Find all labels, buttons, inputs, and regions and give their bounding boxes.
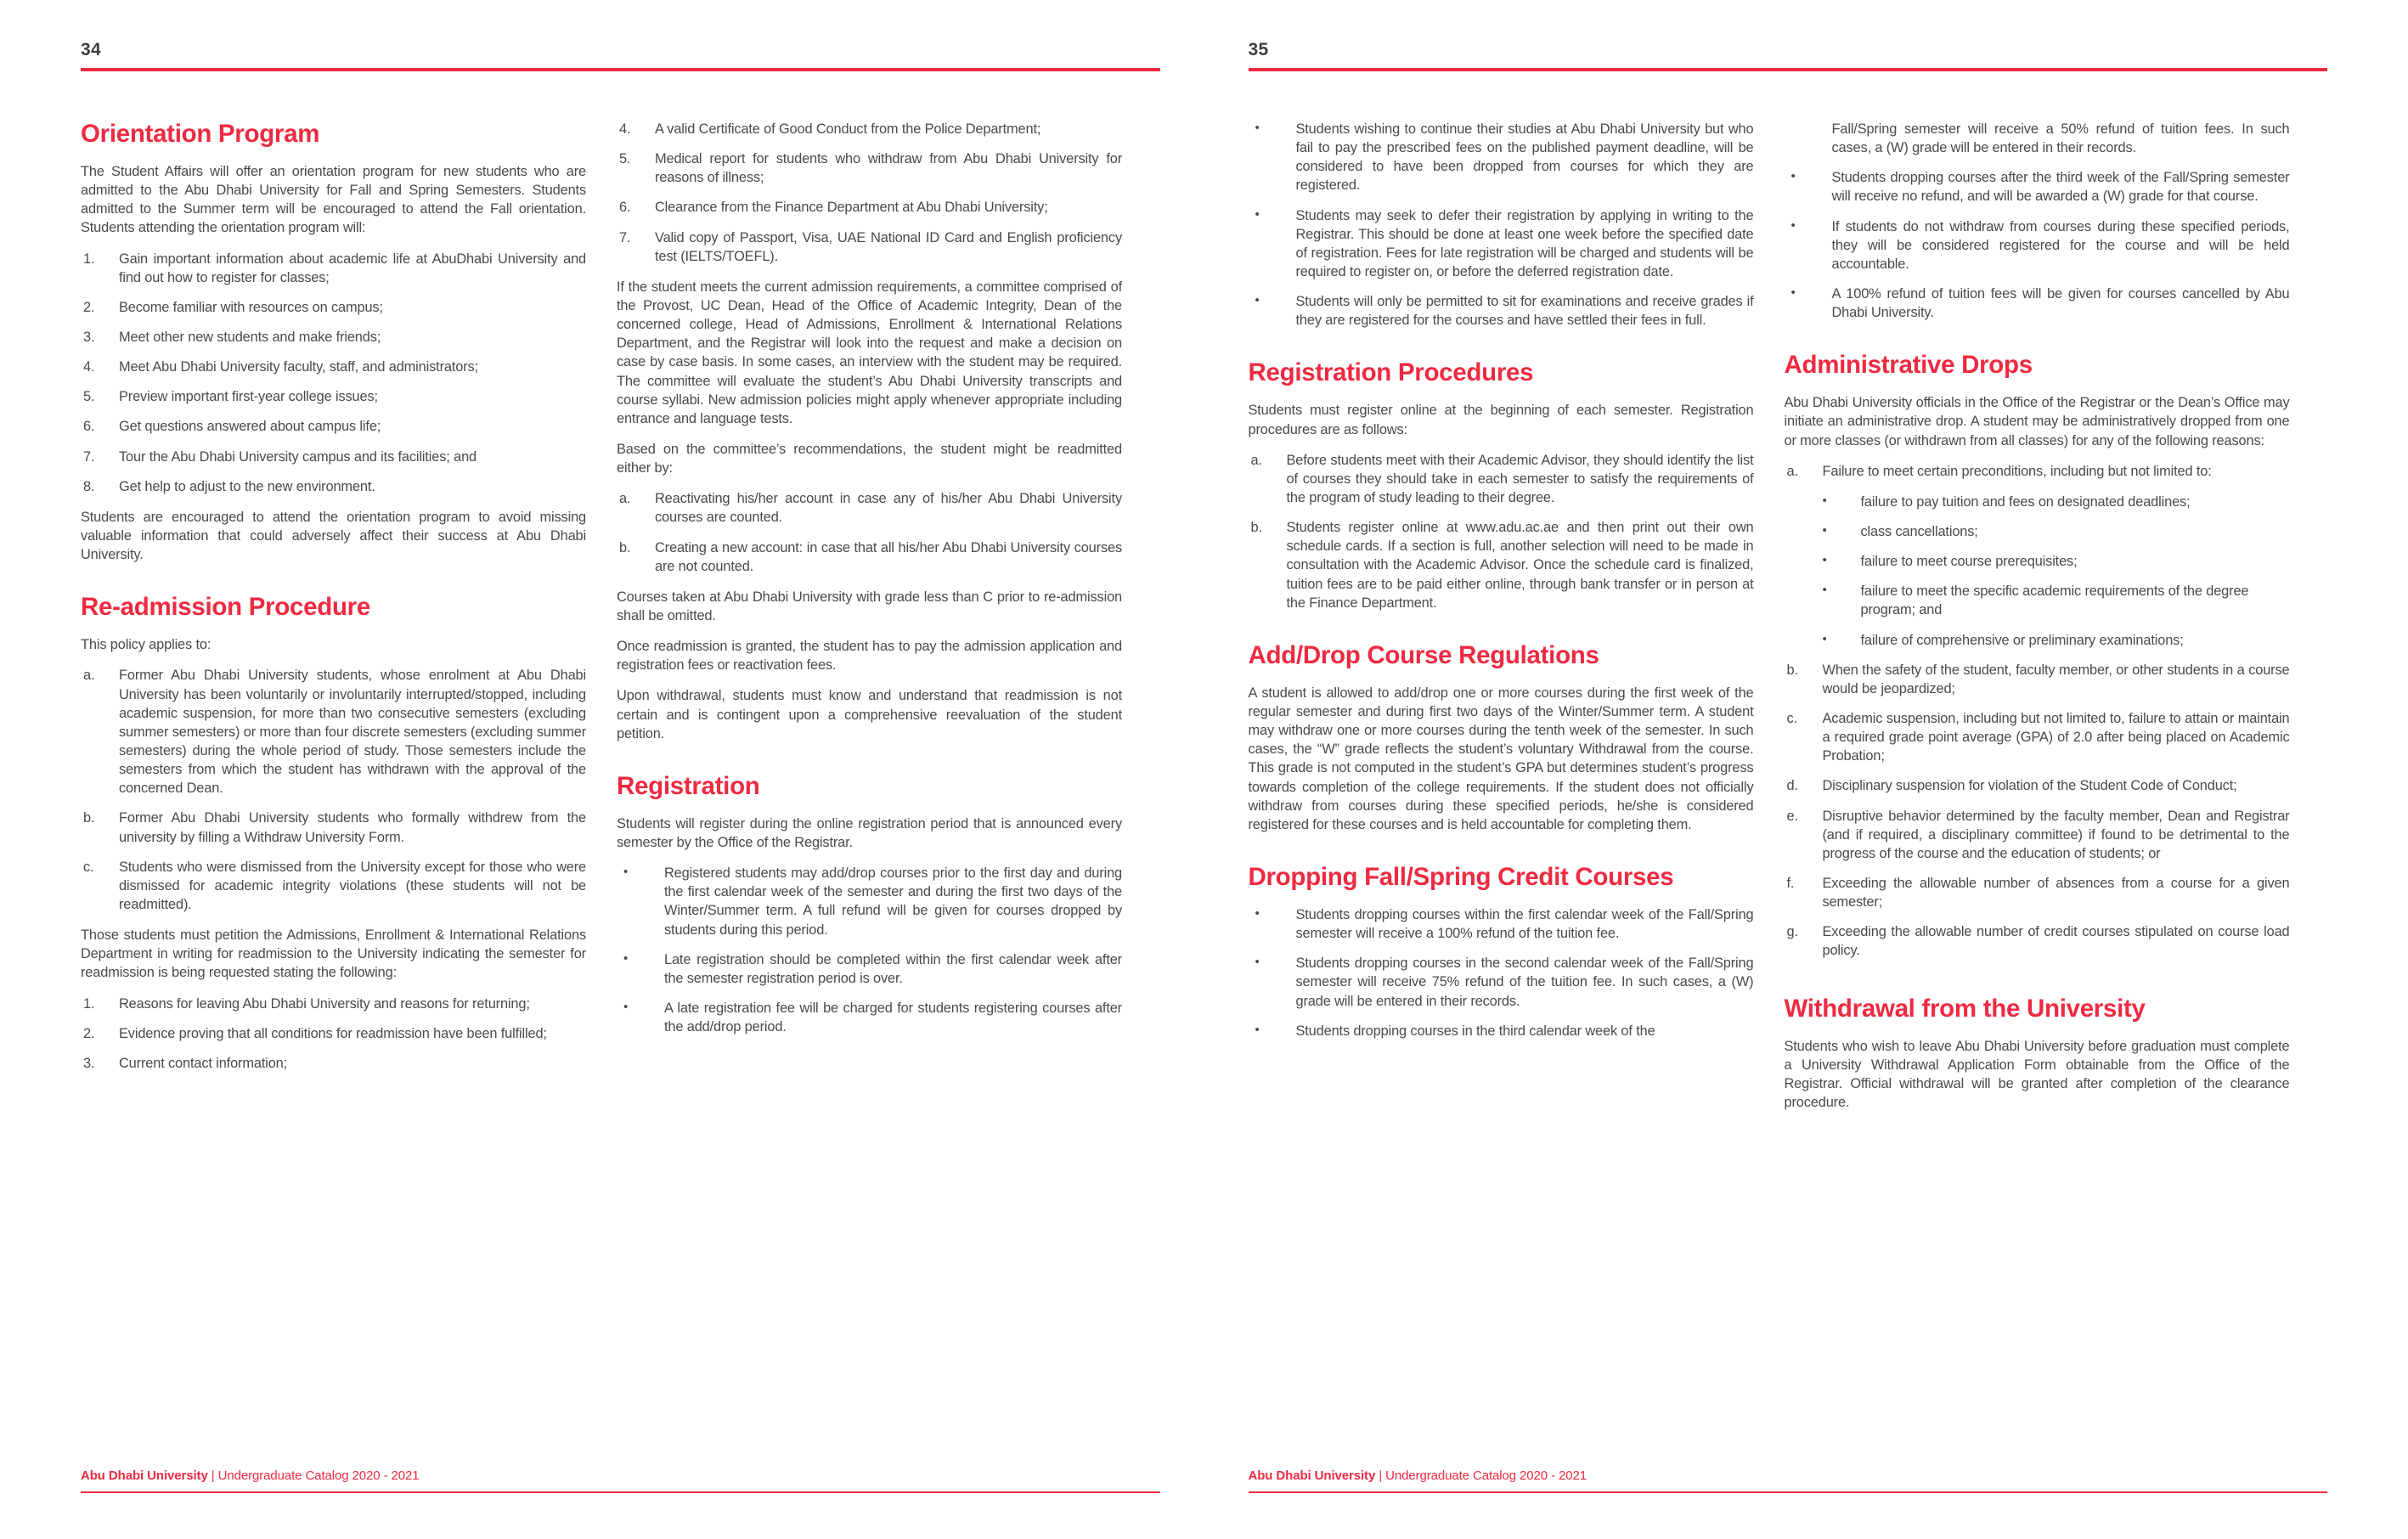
list-text: Students dropping courses in the second calendar week of the Fall/Spring semester will receive 75% refund of the tuition fee. In such cases, a (W) grade will be entered in their records.: [1295, 956, 1754, 1009]
once-readmission-paragraph: Once readmission is granted, the student has to pay the admission application and registration fees or reactivation fees.: [617, 639, 1122, 674]
list-marker: 2.: [83, 1025, 95, 1041]
list-text: Former Abu Dhabi University students, whose enrolment at Abu Dhabi University has been voluntarily or involuntarily interrupted/stopped, including academic suspension, for more than two consecutive semesters (excluding summer semesters) or more than four discrete semesters (excluding summer semesters) during the whole period of study. Those semesters include the semesters from which the student has withdrawn with the approval of the concerned Dean.: [119, 668, 586, 797]
list-item: [617, 950, 1122, 988]
list-marker: 2.: [83, 299, 95, 315]
list-text: Medical report for students who withdraw from Abu Dhabi University for reasons of illness;: [655, 151, 1122, 186]
orientation-closing-paragraph: Students are encouraged to attend the orientation program to avoid missing valuable information that could adversely affect their success at Abu Dhabi University.: [81, 509, 586, 563]
list-text: failure to meet the specific academic requirements of the degree program; and: [1860, 583, 2249, 618]
list-marker: b.: [1250, 520, 1262, 536]
list-text: Valid copy of Passport, Visa, UAE National ID Card and English proficiency test (IELTS/TOEFL).: [655, 229, 1122, 264]
readmission-options-list: [617, 489, 1122, 576]
list-marker: b.: [1786, 662, 1798, 678]
list-marker: 8.: [83, 478, 95, 494]
list-marker: 1.: [83, 251, 95, 267]
list-text: Students wishing to continue their studies at Abu Dhabi University but who fail to pay the prescribed fees on the published payment deadline, will be considered to have been dropped from courses for which they are registered.: [1295, 121, 1754, 194]
heading-orientation-program: Orientation Program: [81, 120, 320, 148]
upon-withdrawal-paragraph: Upon withdrawal, students must know and understand that readmission is not certain and is contingent upon a comprehensive reevaluation of the student petition.: [617, 688, 1122, 741]
policy-applies-intro: This policy applies to:: [81, 637, 211, 653]
footer-rule: [81, 1491, 1160, 1493]
list-text: A late registration fee will be charged for students registering courses after the add/drop period.: [664, 1000, 1122, 1035]
list-item: [81, 1054, 586, 1073]
footer-separator: |: [1375, 1469, 1386, 1483]
list-text: Current contact information;: [119, 1055, 288, 1071]
list-marker: a.: [83, 668, 95, 684]
bullet-icon: •: [1790, 285, 1796, 300]
petition-requirements-list-continued: [617, 120, 1122, 266]
list-marker: 7.: [83, 448, 95, 465]
page-35: [1204, 0, 2408, 1539]
heading-registration-procedures: Registration Procedures: [1248, 358, 1534, 387]
list-item: [81, 1024, 586, 1043]
list-item: [81, 250, 586, 287]
list-marker: b.: [83, 810, 95, 826]
list-text: Disciplinary suspension for violation of the Student Code of Conduct;: [1822, 778, 2237, 794]
page-35-header: [1249, 41, 2328, 85]
column-2: [617, 120, 1122, 1470]
list-item: [1249, 451, 1754, 507]
list-text: A valid Certificate of Good Conduct from the Police Department;: [655, 121, 1041, 137]
administrative-drops-preconditions-sublist: [1785, 493, 2290, 650]
page-number: 35: [1248, 40, 1269, 59]
page-34-header: [81, 41, 1160, 85]
list-text: Evidence proving that all conditions for readmission have been fulfilled;: [119, 1025, 547, 1041]
list-item: [1785, 285, 2290, 322]
footer-text: [1249, 1469, 2328, 1484]
list-text: Exceeding the allowable number of absences from a course for a given semester;: [1822, 875, 2290, 910]
list-text: Reactivating his/her account in case any of his/her Abu Dhabi University courses are counted.: [655, 491, 1122, 526]
list-marker: a.: [1786, 463, 1798, 479]
list-marker: a.: [1250, 452, 1262, 468]
list-item: [81, 328, 586, 347]
add-drop-paragraph: A student is allowed to add/drop one or more courses during the first week of the regular semester and during first two days of the Winter/Summer term. A student may withdraw one or more courses during the tenth week of the semester. In such cases, the “W” grade reflects the student’s voluntary Withdrawal from the course. This grade is not computed in the student’s GPA but determines student’s progress towards completion of the college requirements. If the student does not officially withdraw from courses during these specified periods, he/she is considered registered for these courses and is held accountable for completing them.: [1248, 685, 1754, 832]
list-item: [1785, 462, 2290, 481]
page-34-columns: [81, 120, 1160, 1470]
footer-university: Abu Dhabi University: [81, 1469, 208, 1483]
list-text: Before students meet with their Academic Advisor, they should identify the list of courses they should take in each semester to satisfy the requirements of the program of study leading to their degree.: [1286, 452, 1754, 505]
petition-requirements-list: [81, 995, 586, 1073]
bullet-icon: •: [1255, 206, 1260, 222]
heading-registration: Registration: [617, 771, 760, 800]
heading-dropping-fall-spring-credit-courses: Dropping Fall/Spring Credit Courses: [1248, 863, 1674, 891]
list-marker: a.: [619, 491, 631, 507]
list-marker: 3.: [83, 1055, 95, 1071]
bullet-icon: •: [1822, 583, 1827, 598]
heading-administrative-drops: Administrative Drops: [1784, 351, 2033, 380]
heading-add-drop-course-regulations: Add/Drop Course Regulations: [1248, 640, 1599, 669]
list-text: failure to meet course prerequisites;: [1860, 554, 2078, 570]
list-marker: 4.: [619, 121, 631, 137]
committee-paragraph: If the student meets the current admission requirements, a committee comprised of the Provost, UC Dean, Head of the Office of Academic Integrity, Dean of the concerned college, Head of Admissions, Enrollment & International Relations Department, and the Registrar will look into the request and make a decision on case by case basis. In some cases, an interview with the student may be required. The committee will evaluate the student’s Abu Dhabi University transcripts and course syllabi. New admission policies might apply whenever appropriate including entrance and language tests.: [617, 279, 1122, 426]
petition-paragraph: Those students must petition the Admissions, Enrollment & International Relations Department in writing for readmission to the University indicating the semester for readmission is being requested stating the following:: [81, 927, 586, 981]
list-text: Tour the Abu Dhabi University campus and its facilities; and: [119, 448, 477, 465]
column-1: [81, 120, 586, 1470]
bullet-icon: •: [1255, 1022, 1260, 1037]
list-marker: 6.: [83, 419, 95, 435]
list-item: [1785, 874, 2290, 911]
orientation-intro-paragraph: The Student Affairs will offer an orientation program for new students who are admitted to the Abu Dhabi University for Fall and Spring Semesters. Students admitted to the Summer term will be encouraged to attend the Fall orientation. Students attending the orientation program will:: [81, 164, 586, 236]
bullet-icon: •: [1255, 955, 1260, 970]
list-marker: f.: [1786, 875, 1795, 891]
page-34-footer: [81, 1469, 1160, 1493]
header-rule: [1249, 68, 2328, 71]
list-marker: 7.: [619, 229, 631, 245]
list-marker: 5.: [619, 151, 631, 167]
header-rule: [81, 68, 1160, 71]
list-item: [1785, 522, 2290, 541]
bullet-icon: •: [1255, 121, 1260, 135]
list-item: [1785, 217, 2290, 273]
list-text: Late registration should be completed within the first calendar week after the semester registration period is over.: [664, 951, 1122, 986]
list-text: Academic suspension, including but not limited to, failure to attain or maintain a required grade point average (GPA) of 2.0 after being placed on Academic Probation;: [1822, 710, 2290, 764]
list-text: class cancellations;: [1860, 524, 1978, 539]
page-35-columns: [1249, 120, 2328, 1470]
dropping-courses-bullets: [1249, 905, 1754, 1040]
list-text: Gain important information about academic life at AbuDhabi University and find out how to register for classes;: [119, 251, 586, 285]
list-text: A 100% refund of tuition fees will be given for courses cancelled by Abu Dhabi University.: [1831, 285, 2290, 321]
list-marker: 1.: [83, 995, 95, 1012]
list-item: [1249, 1022, 1754, 1040]
withdrawal-paragraph: Students who wish to leave Abu Dhabi University before graduation must complete a University Withdrawal Application Form obtainable from the Office of the Registrar. Official withdrawal will be granted after completion of the clearance procedure.: [1784, 1038, 2290, 1110]
list-text: Students register online at www.adu.ac.ae and then print out their own schedule cards. If a section is full, another selection will need to be made in consultation with the Academic Advisor. Once the schedule card is finalized, tuition fees are to be paid either online, through bank transfer or in person at the Finance Department.: [1286, 520, 1754, 611]
list-text: failure of comprehensive or preliminary examinations;: [1860, 632, 2184, 648]
list-text: Former Abu Dhabi University students who formally withdrew from the university by filling a Withdraw University Form.: [119, 810, 586, 845]
list-item: [1249, 954, 1754, 1010]
list-marker: g.: [1786, 924, 1798, 940]
list-marker: 6.: [619, 200, 631, 216]
bullet-icon: •: [1790, 169, 1796, 184]
registration-procedures-intro: Students must register online at the beginning of each semester. Registration procedures are as follows:: [1248, 403, 1754, 437]
list-text: Registered students may add/drop courses prior to the first day and during the first calendar week of the semester and during the first two days of the Winter/Summer term. A full refund will be given for courses dropped by students during this period.: [664, 865, 1122, 938]
list-text: Disruptive behavior determined by the faculty member, Dean and Registrar (and if required, a disciplinary committee) if found to be detrimental to the progress of the course and the education of students; or: [1822, 808, 2290, 861]
list-text: Get questions answered about campus life;: [119, 419, 381, 435]
list-item: [1249, 518, 1754, 612]
list-item: [617, 149, 1122, 187]
dropping-courses-bullets-continued: [1785, 120, 2290, 322]
list-text: Students dropping courses after the third week of the Fall/Spring semester will receive no refund, and will be awarded a (W) grade for that course.: [1831, 170, 2290, 205]
registration-bullets-continued: [1249, 120, 1754, 330]
list-text: Failure to meet certain preconditions, including but not limited to:: [1822, 463, 2212, 479]
footer-text: [81, 1469, 1160, 1484]
list-text: Clearance from the Finance Department at Abu Dhabi University;: [655, 200, 1048, 216]
list-text: Become familiar with resources on campus;: [119, 299, 383, 315]
readmission-applies-list: [81, 666, 586, 914]
bullet-icon: •: [1822, 493, 1827, 508]
list-text: Students dropping courses within the first calendar week of the Fall/Spring semester will receive a 100% refund of the tuition fee.: [1295, 907, 1754, 942]
list-item: [81, 417, 586, 436]
page-number: 34: [81, 40, 101, 59]
list-text: Get help to adjust to the new environment.: [119, 478, 375, 494]
list-marker: e.: [1786, 808, 1798, 824]
list-item: [81, 477, 586, 496]
list-item: [1785, 120, 2290, 157]
list-item: [617, 120, 1122, 138]
bullet-icon: •: [1790, 217, 1796, 233]
list-text: Students may seek to defer their registration by applying in writing to the Registrar. This should be done at least one week before the specified date of registration. Fees for late registration will be charged and students will be required to register on, or before the deferred registration date.: [1295, 207, 1754, 279]
orientation-benefits-list: [81, 250, 586, 496]
list-text: failure to pay tuition and fees on designated deadlines;: [1860, 493, 2191, 510]
list-text: Meet other new students and make friends;: [119, 330, 381, 346]
registration-bullets-list: [617, 864, 1122, 1036]
list-text: Exceeding the allowable number of credit courses stipulated on course load policy.: [1822, 924, 2290, 959]
footer-catalog: Undergraduate Catalog 2020 - 2021: [217, 1469, 420, 1483]
bullet-icon: •: [1255, 906, 1260, 922]
list-item: [81, 995, 586, 1013]
column-3: [1249, 120, 1754, 1470]
list-text: If students do not withdraw from courses during these specified periods, they will be considered registered for the course and will be held accountable.: [1831, 218, 2290, 272]
list-item: [81, 448, 586, 466]
list-item: [1785, 661, 2290, 698]
list-item: [617, 864, 1122, 939]
list-item: [617, 999, 1122, 1036]
page-35-footer: [1249, 1469, 2328, 1493]
list-item: [617, 228, 1122, 266]
list-item: [81, 858, 586, 914]
list-item: [1785, 922, 2290, 960]
list-item: [617, 489, 1122, 527]
registration-procedures-list: [1249, 451, 1754, 612]
list-text: Students will only be permitted to sit for examinations and receive grades if they are registered for the courses and have settled their fees in full.: [1295, 294, 1754, 329]
list-item: [1785, 493, 2290, 511]
list-item: [617, 198, 1122, 217]
list-item: [81, 358, 586, 376]
list-item: [1785, 807, 2290, 863]
list-item: [1785, 582, 2290, 619]
administrative-drops-reason-a: [1785, 462, 2290, 481]
list-marker: b.: [619, 539, 631, 555]
list-text: When the safety of the student, faculty member, or other students in a course would be jeopardized;: [1822, 662, 2290, 696]
column-4: [1785, 120, 2290, 1470]
list-item: [1249, 120, 1754, 195]
list-item: [1785, 776, 2290, 795]
list-item: [1785, 709, 2290, 765]
list-item: [617, 538, 1122, 576]
list-item: [1249, 292, 1754, 330]
bullet-icon: •: [1822, 523, 1827, 538]
list-item: [1249, 905, 1754, 943]
heading-withdrawal-from-the-university: Withdrawal from the University: [1784, 994, 2146, 1023]
bullet-icon: •: [1255, 293, 1260, 308]
list-marker: 5.: [83, 389, 95, 405]
footer-catalog: Undergraduate Catalog 2020 - 2021: [1385, 1469, 1587, 1483]
list-text: Preview important first-year college issues;: [119, 389, 378, 405]
list-marker: d.: [1786, 778, 1798, 794]
bullet-icon: •: [1822, 553, 1827, 568]
courses-taken-paragraph: Courses taken at Abu Dhabi University with grade less than C prior to re-admission shall be omitted.: [617, 589, 1122, 623]
footer-university: Abu Dhabi University: [1248, 1469, 1376, 1483]
list-text: Creating a new account: in case that all his/her Abu Dhabi University courses are not counted.: [655, 539, 1122, 574]
bullet-icon: •: [623, 999, 629, 1014]
bullet-icon: •: [623, 865, 629, 880]
based-on-recommendations-paragraph: Based on the committee’s recommendations, the student might be readmitted either by:: [617, 441, 1122, 476]
list-text: Fall/Spring semester will receive a 50% refund of tuition fees. In such cases, a (W) grade will be entered in their records.: [1831, 121, 2290, 156]
list-text: Meet Abu Dhabi University faculty, staff, and administrators;: [119, 359, 478, 375]
list-marker: c.: [83, 859, 94, 875]
list-marker: c.: [1786, 710, 1797, 726]
bullet-icon: •: [623, 950, 629, 966]
list-item: [81, 298, 586, 317]
list-item: [1785, 552, 2290, 571]
administrative-drops-intro: Abu Dhabi University officials in the Office of the Registrar or the Dean’s Office may initiate an administrative drop. A student may be administratively dropped from one or more classes (or withdrawn from all classes) for any of the following reasons:: [1784, 395, 2290, 448]
list-marker: 4.: [83, 359, 95, 375]
list-item: [81, 809, 586, 846]
list-text: Students who were dismissed from the University except for those who were dismissed for academic integrity violations (these students will not be readmitted).: [119, 859, 586, 912]
list-text: Reasons for leaving Abu Dhabi University and reasons for returning;: [119, 995, 530, 1012]
list-item: [81, 666, 586, 798]
footer-separator: |: [207, 1469, 218, 1483]
footer-rule: [1249, 1491, 2328, 1493]
list-item: [1785, 168, 2290, 206]
list-marker: 3.: [83, 330, 95, 346]
administrative-drops-reasons-list: [1785, 661, 2290, 961]
heading-readmission-procedure: Re-admission Procedure: [81, 593, 370, 622]
list-item: [1249, 206, 1754, 282]
bullet-icon: •: [1822, 631, 1827, 646]
list-item: [1785, 631, 2290, 650]
list-item: [81, 387, 586, 406]
list-text: Students dropping courses in the third calendar week of the: [1295, 1023, 1655, 1039]
registration-intro-paragraph: Students will register during the online registration period that is announced every semester by the Office of the Registrar.: [617, 815, 1122, 850]
